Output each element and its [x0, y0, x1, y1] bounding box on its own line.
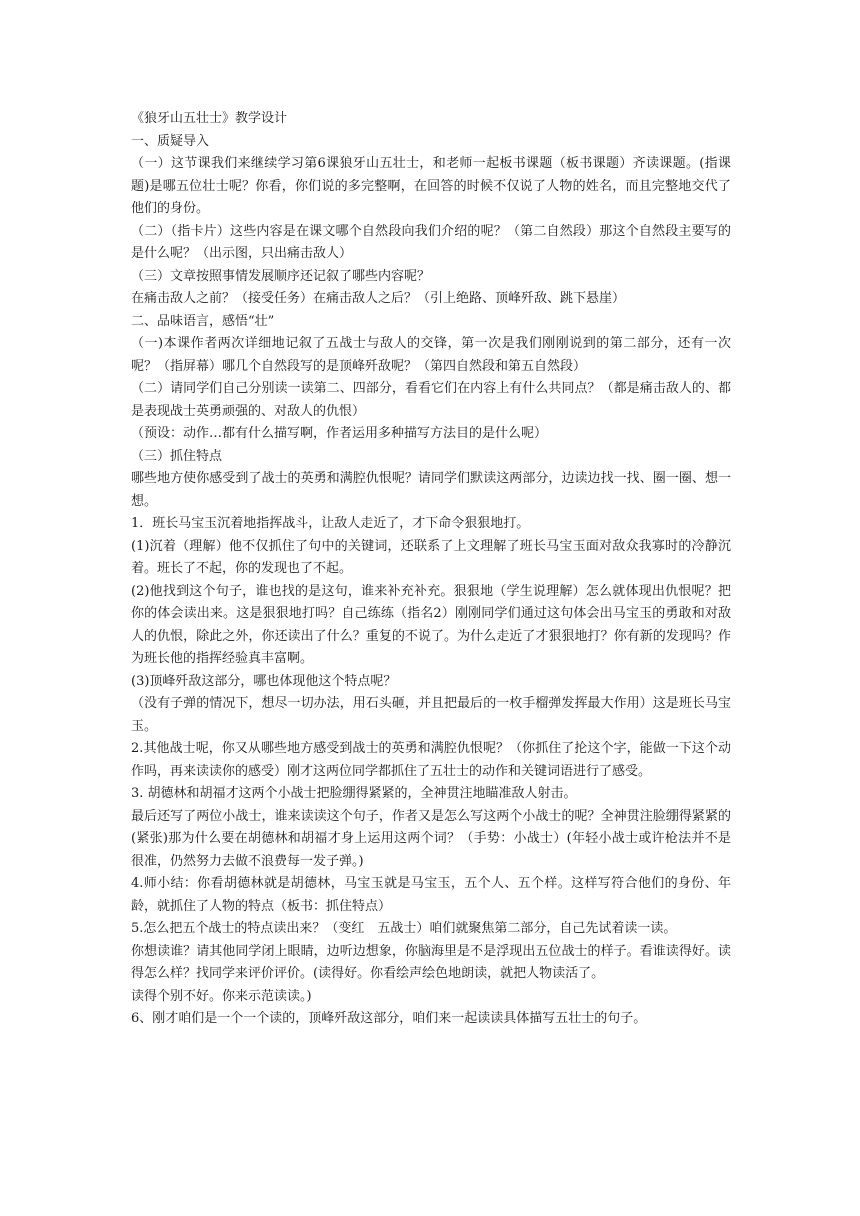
paragraph: 哪些地方使你感受到了战士的英勇和满腔仇恨呢？请同学们默读这两部分，边读边找一找、圈一圈、想一想。	[131, 471, 731, 509]
paragraph: 2.其他战士呢，你又从哪些地方感受到战士的英勇和满腔仇恨呢？（你抓住了抡这个字，能做一下这个动作吗，再来读读你的感受）刚才这两位同学都抓住了五壮士的动作和关键词语进行了感受。	[131, 741, 731, 779]
paragraph: (2)他找到这个句子，谁也找的是这句，谁来补充补充。狠狠地（学生说理解）怎么就体现出仇恨呢？把你的体会读出来。这是狠狠地打吗？自己练练（指名2）刚刚同学们通过这句体会出马宝玉的勇敢和对敌人的仇恨，除此之外，你还读出了什么？重复的不说了。为什么走近了才狠狠地打？你有新的发现吗？作为班长他的指挥经验真丰富啊。	[131, 583, 731, 666]
section-heading-1: 一、质疑导入	[131, 133, 210, 149]
paragraph: 在痛击敌人之前？（接受任务）在痛击敌人之后？（引上绝路、顶峰歼敌、跳下悬崖）	[131, 291, 626, 306]
paragraph: （三）文章按照事情发展顺序还记叙了哪些内容呢？	[131, 268, 431, 284]
document-page	[131, 108, 731, 1031]
paragraph: （没有子弹的情况下，想尽一切办法，用石头砸，并且把最后的一枚手榴弹发挥最大作用）这是班长马宝玉。	[131, 696, 731, 734]
paragraph: （预设：动作…都有什么描写啊，作者运用多种描写方法目的是什么呢）	[131, 426, 548, 441]
subsection-heading: （三）抓住特点	[131, 448, 223, 464]
paragraph: 最后还写了两位小战士，谁来读读这个句子，作者又是怎么写这两个小战士的呢？全神贯注脸绷得紧紧的(紧张)那为什么要在胡德林和胡福才身上运用这两个词？（手势：小战士）(年轻小战士或许枪法并不是很准，仍然努力去做不浪费每一发子弹。)	[131, 808, 731, 869]
paragraph: 读得个别不好。你来示范读读。)	[131, 988, 312, 1004]
paragraph: （二）请同学们自己分别读一读第二、四部分，看看它们在内容上有什么共同点？（都是痛击敌人的、都是表现战士英勇顽强的、对敌人的仇恨）	[131, 381, 731, 419]
paragraph: (3)顶峰歼敌这部分，哪也体现他这个特点呢？	[131, 673, 397, 689]
paragraph: 1．班长马宝玉沉着地指挥战斗，让敌人走近了，才下命令狠狠地打。	[131, 516, 530, 531]
paragraph: 3. 胡德林和胡福才这两个小战士把脸绷得紧紧的，全神贯注地瞄准敌人射击。	[131, 786, 577, 801]
paragraph: (1)沉着（理解）他不仅抓住了句中的关键词，还联系了上文理解了班长马宝玉面对敌众我寡时的冷静沉着。班长了不起，你的发现也了不起。	[131, 538, 731, 576]
paragraph: 4.师小结：你看胡德林就是胡德林，马宝玉就是马宝玉，五个人、五个样。这样写符合他们的身份、年龄，就抓住了人物的特点（板书：抓住特点）	[131, 876, 731, 914]
document-title: 《狼牙山五壮士》教学设计	[131, 111, 288, 126]
paragraph: 6、刚才咱们是一个一个读的，顶峰歼敌这部分，咱们来一起读读具体描写五壮士的句子。	[131, 1011, 647, 1026]
section-heading-2: 二、品味语言，感悟“壮”	[131, 313, 275, 329]
paragraph: （一)本课作者两次详细地记叙了五战士与敌人的交锋，第一次是我们刚刚说到的第二部分，还有一次呢？（指屏幕）哪几个自然段写的是顶峰歼敌呢？（第四自然段和第五自然段）	[131, 336, 731, 374]
paragraph: （二）（指卡片）这些内容是在课文哪个自然段向我们介绍的呢？（第二自然段）那这个自然段主要写的是什么呢？（出示图，只出痛击敌人）	[131, 223, 731, 261]
paragraph: 5.怎么把五个战士的特点读出来？（变红 五战士）咱们就聚焦第二部分，自己先试着读一读。	[131, 921, 677, 936]
paragraph: （一）这节课我们来继续学习第6课狼牙山五壮士，和老师一起板书课题（板书课题）齐读课题。(指课题)是哪五位壮士呢？你看，你们说的多完整啊，在回答的时候不仅说了人物的姓名，而且完整地交代了他们的身份。	[131, 156, 731, 216]
paragraph: 你想读谁？请其他同学闭上眼睛，边听边想象，你脑海里是不是浮现出五位战士的样子。看谁读得好。读得怎么样？找同学来评价评价。(读得好。你看绘声绘色地朗读，就把人物读活了。	[131, 943, 731, 981]
